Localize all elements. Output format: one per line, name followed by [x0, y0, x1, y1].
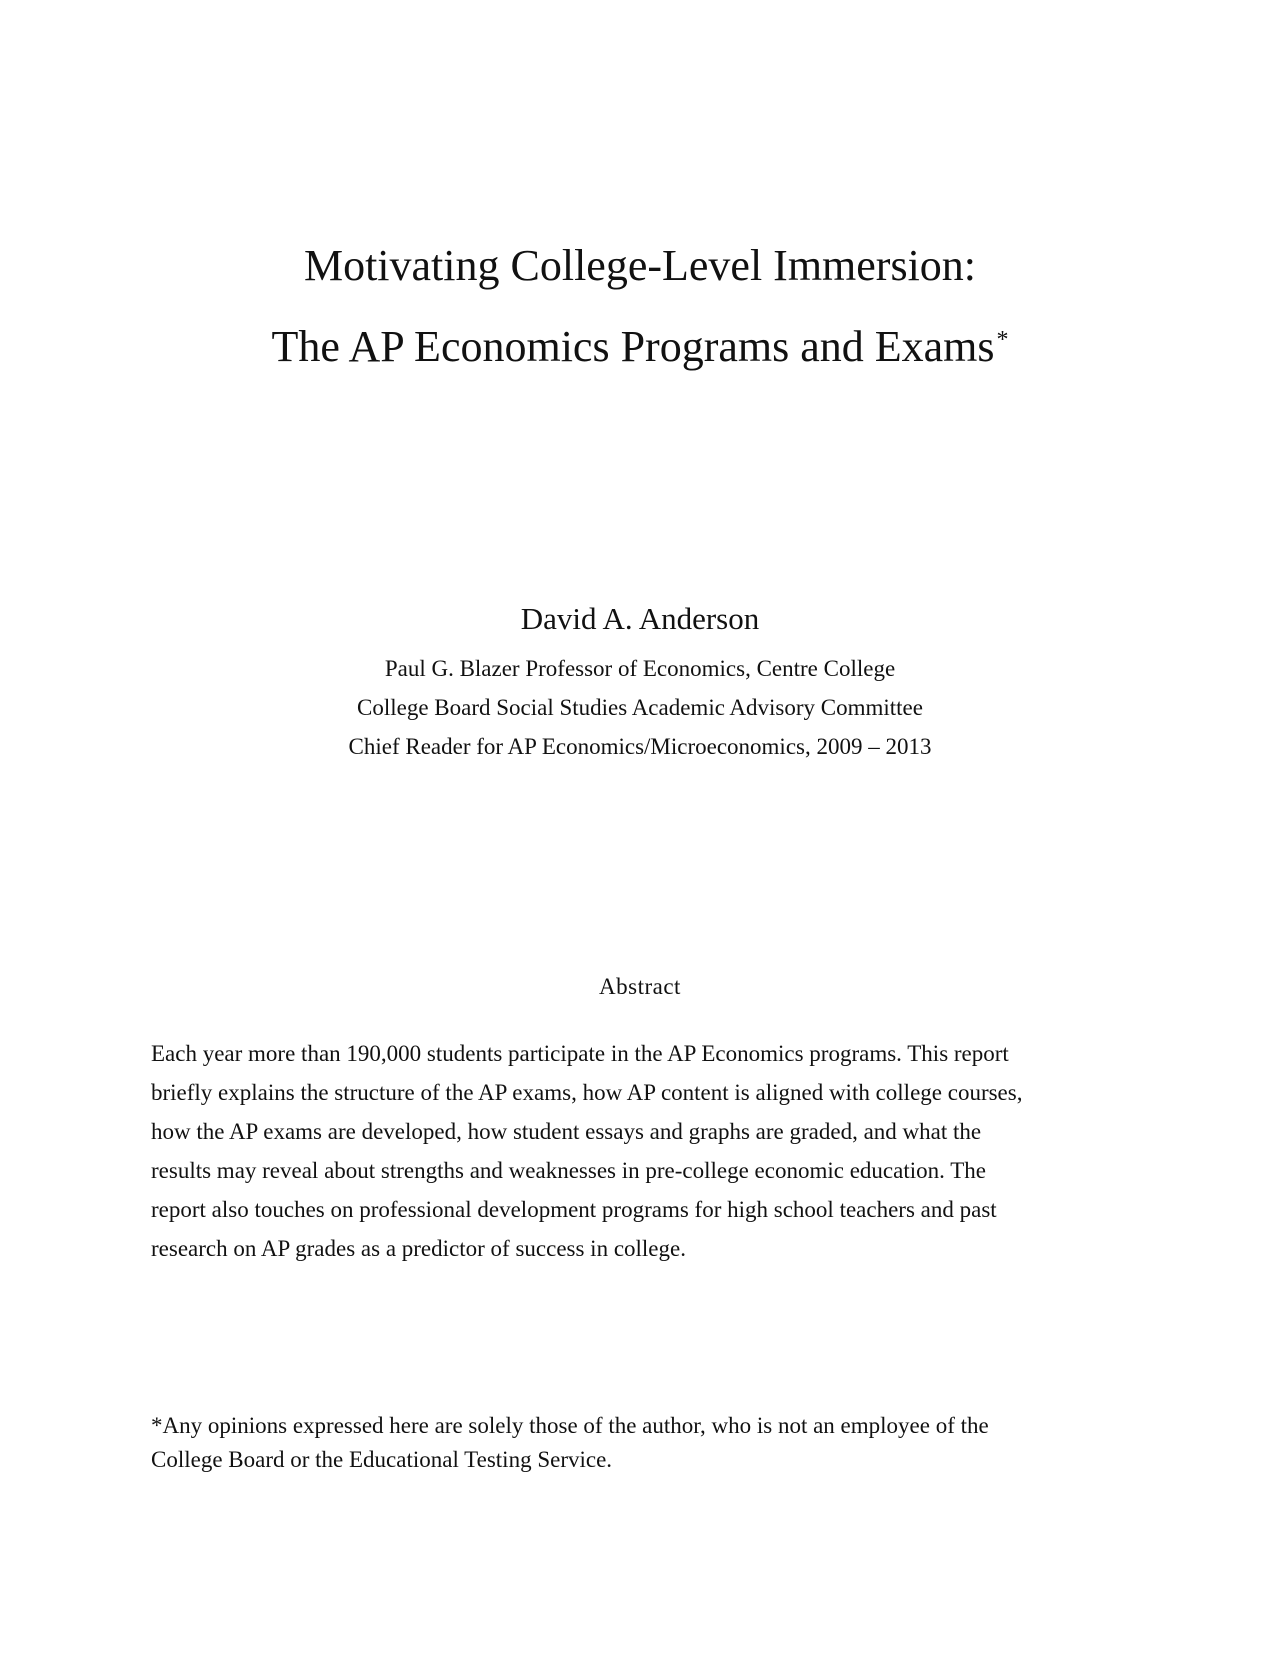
author-name: David A. Anderson [520, 601, 760, 636]
author-block [0, 600, 1280, 766]
abstract-line: briefly explains the structure of the AP exams, how AP content is aligned with college courses, [151, 1080, 1023, 1105]
footnote-line: *Any opinions expressed here are solely those of the author, who is not an employee of the [151, 1413, 989, 1438]
abstract-line: how the AP exams are developed, how student essays and graphs are graded, and what the [151, 1119, 982, 1144]
abstract-body [151, 1034, 1131, 1268]
title-line-1-text: Motivating College-Level Immersion: [303, 241, 977, 290]
footnote [151, 1409, 1131, 1477]
title-block [0, 240, 1280, 374]
abstract-heading: Abstract [599, 974, 681, 999]
footnote-line: College Board or the Educational Testing Service. [151, 1447, 613, 1472]
affiliation-3: Chief Reader for AP Economics/Microeconomics, 2009 – 2013 [348, 733, 932, 759]
title-footnote-mark: * [996, 326, 1009, 353]
abstract-line: Each year more than 190,000 students participate in the AP Economics programs. This report [151, 1041, 1009, 1066]
affiliation-1: Paul G. Blazer Professor of Economics, Centre College [384, 655, 896, 681]
title-line-1 [0, 240, 1280, 293]
title-line-2-text: The AP Economics Programs and Exams [271, 321, 995, 371]
affiliation-2: College Board Social Studies Academic Advisory Committee [357, 694, 923, 720]
abstract-line: results may reveal about strengths and weaknesses in pre-college economic education. The [151, 1158, 986, 1183]
abstract-line: research on AP grades as a predictor of success in college. [151, 1236, 686, 1261]
abstract-line: report also touches on professional development programs for high school teachers and past [151, 1197, 997, 1222]
title-line-2 [0, 321, 1280, 374]
